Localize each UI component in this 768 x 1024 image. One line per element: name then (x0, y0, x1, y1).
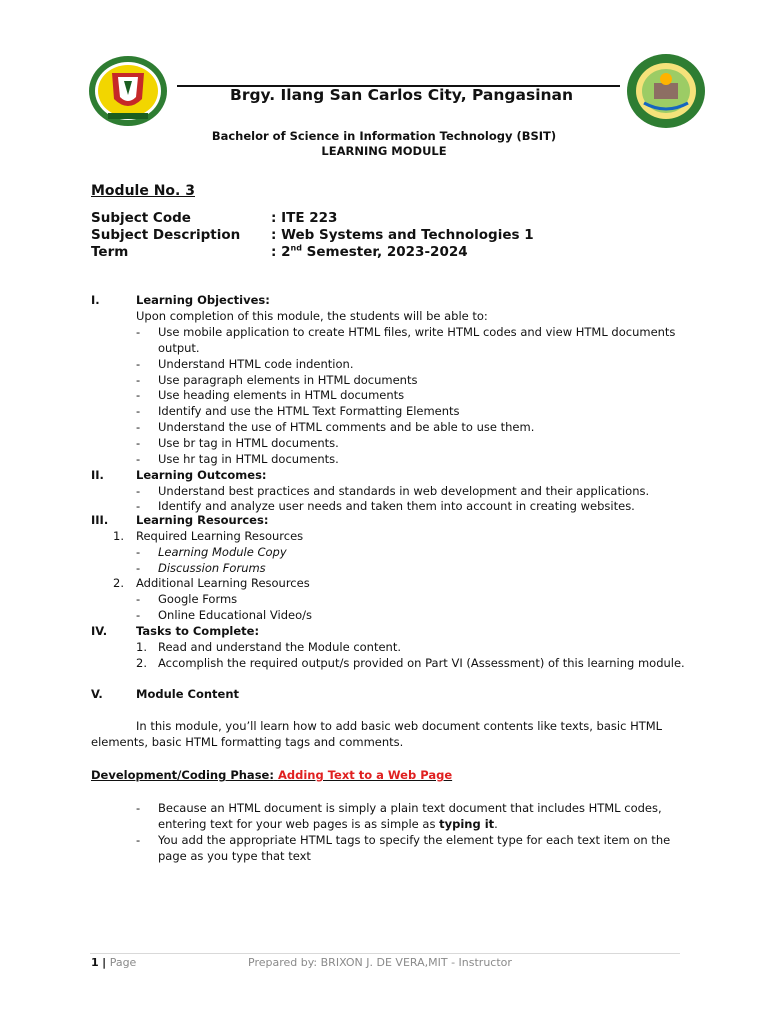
subject-code-label: Subject Code (91, 210, 191, 226)
footer-rule (90, 953, 680, 954)
dev-bullet-line: You add the appropriate HTML tags to specify the element type for each text item on the (158, 833, 671, 847)
objective-item: Use br tag in HTML documents. (158, 436, 339, 450)
subject-description-label: Subject Description (91, 227, 241, 243)
dev-bullet-line: Because an HTML document is simply a plain text document that includes HTML codes, (158, 801, 662, 815)
dev-bullet-line: entering text for your web pages is as simple as typing it. (158, 817, 498, 831)
section-i-numeral: I. (91, 293, 100, 307)
resource-item: Google Forms (158, 592, 238, 606)
bullet-dash: - (136, 357, 141, 371)
section-iv-numeral: IV. (91, 624, 108, 638)
bullet-dash: - (136, 833, 141, 847)
city-seal-logo (626, 53, 706, 129)
bullet-dash: - (136, 499, 141, 513)
objective-item: Understand HTML code indention. (158, 357, 354, 371)
section-ii-title: Learning Outcomes: (136, 468, 267, 482)
objective-item: Identify and use the HTML Text Formatting Elements (158, 404, 460, 418)
resource-group-number: 1. (113, 529, 124, 543)
task-item: Read and understand the Module content. (158, 640, 401, 654)
term-label: Term (91, 244, 129, 260)
section-v-numeral: V. (91, 687, 103, 701)
bullet-dash: - (136, 420, 141, 434)
module-type-label: LEARNING MODULE (321, 144, 447, 158)
module-content-paragraph-line2: elements, basic HTML formatting tags and comments. (91, 735, 404, 749)
bullet-dash: - (136, 545, 141, 559)
bullet-dash: - (136, 801, 141, 815)
bullet-dash: - (136, 484, 141, 498)
dev-phase-topic: Adding Text to a Web Page (277, 768, 453, 782)
objective-item: Use mobile application to create HTML files, write HTML codes and view HTML documents (158, 325, 676, 339)
task-number: 2. (136, 656, 147, 670)
header-title: Brgy. Ilang San Carlos City, Pangasinan (230, 86, 574, 104)
bullet-dash: - (136, 608, 141, 622)
section-v-title: Module Content (136, 687, 240, 701)
objective-item: Use paragraph elements in HTML documents (158, 373, 418, 387)
program-name: Bachelor of Science in Information Technology (BSIT) (211, 129, 557, 143)
section-i-title: Learning Objectives: (136, 293, 270, 307)
resource-item: Online Educational Video/s (158, 608, 312, 622)
term-value: : 2nd Semester, 2023-2024 (271, 243, 468, 260)
footer-page-number: 1 | Page (91, 956, 137, 969)
task-item: Accomplish the required output/s provided on Part VI (Assessment) of this learning module. (158, 656, 685, 670)
outcome-item: Understand best practices and standards in web development and their applications. (158, 484, 650, 498)
section-iii-title: Learning Resources: (136, 513, 269, 527)
resource-group-number: 2. (113, 576, 124, 590)
module-number: Module No. 3 (91, 183, 195, 199)
outcome-item: Identify and analyze user needs and taken them into account in creating websites. (158, 499, 635, 513)
module-content-paragraph-line1: In this module, you’ll learn how to add basic web document contents like texts, basic HTML (136, 719, 663, 733)
resource-item: Discussion Forums (158, 561, 266, 575)
bullet-dash: - (136, 325, 141, 339)
subject-description-value: : Web Systems and Technologies 1 (271, 227, 534, 243)
bullet-dash: - (136, 373, 141, 387)
objective-item-continued: output. (158, 341, 200, 355)
bullet-dash: - (136, 592, 141, 606)
section-iv-title: Tasks to Complete: (136, 624, 260, 638)
section-i-intro: Upon completion of this module, the students will be able to: (136, 309, 488, 323)
bullet-dash: - (136, 436, 141, 450)
bullet-dash: - (136, 388, 141, 402)
dev-phase-heading: Development/Coding Phase: Adding Text to a Web Page (91, 768, 453, 782)
resource-group-title: Additional Learning Resources (136, 576, 310, 590)
task-number: 1. (136, 640, 147, 654)
bullet-dash: - (136, 452, 141, 466)
bullet-dash: - (136, 404, 141, 418)
resource-item: Learning Module Copy (158, 545, 287, 559)
section-ii-numeral: II. (91, 468, 104, 482)
objective-item: Use hr tag in HTML documents. (158, 452, 339, 466)
objective-item: Use heading elements in HTML documents (158, 388, 405, 402)
section-iii-numeral: III. (91, 513, 109, 527)
resource-group-title: Required Learning Resources (136, 529, 304, 543)
school-seal-logo (88, 55, 168, 127)
bullet-dash: - (136, 561, 141, 575)
subject-code-value: : ITE 223 (271, 210, 338, 226)
dev-bullet-line: page as you type that text (158, 849, 311, 863)
footer-prepared-by: Prepared by: BRIXON J. DE VERA,MIT - Instructor (248, 956, 512, 969)
objective-item: Understand the use of HTML comments and be able to use them. (158, 420, 535, 434)
